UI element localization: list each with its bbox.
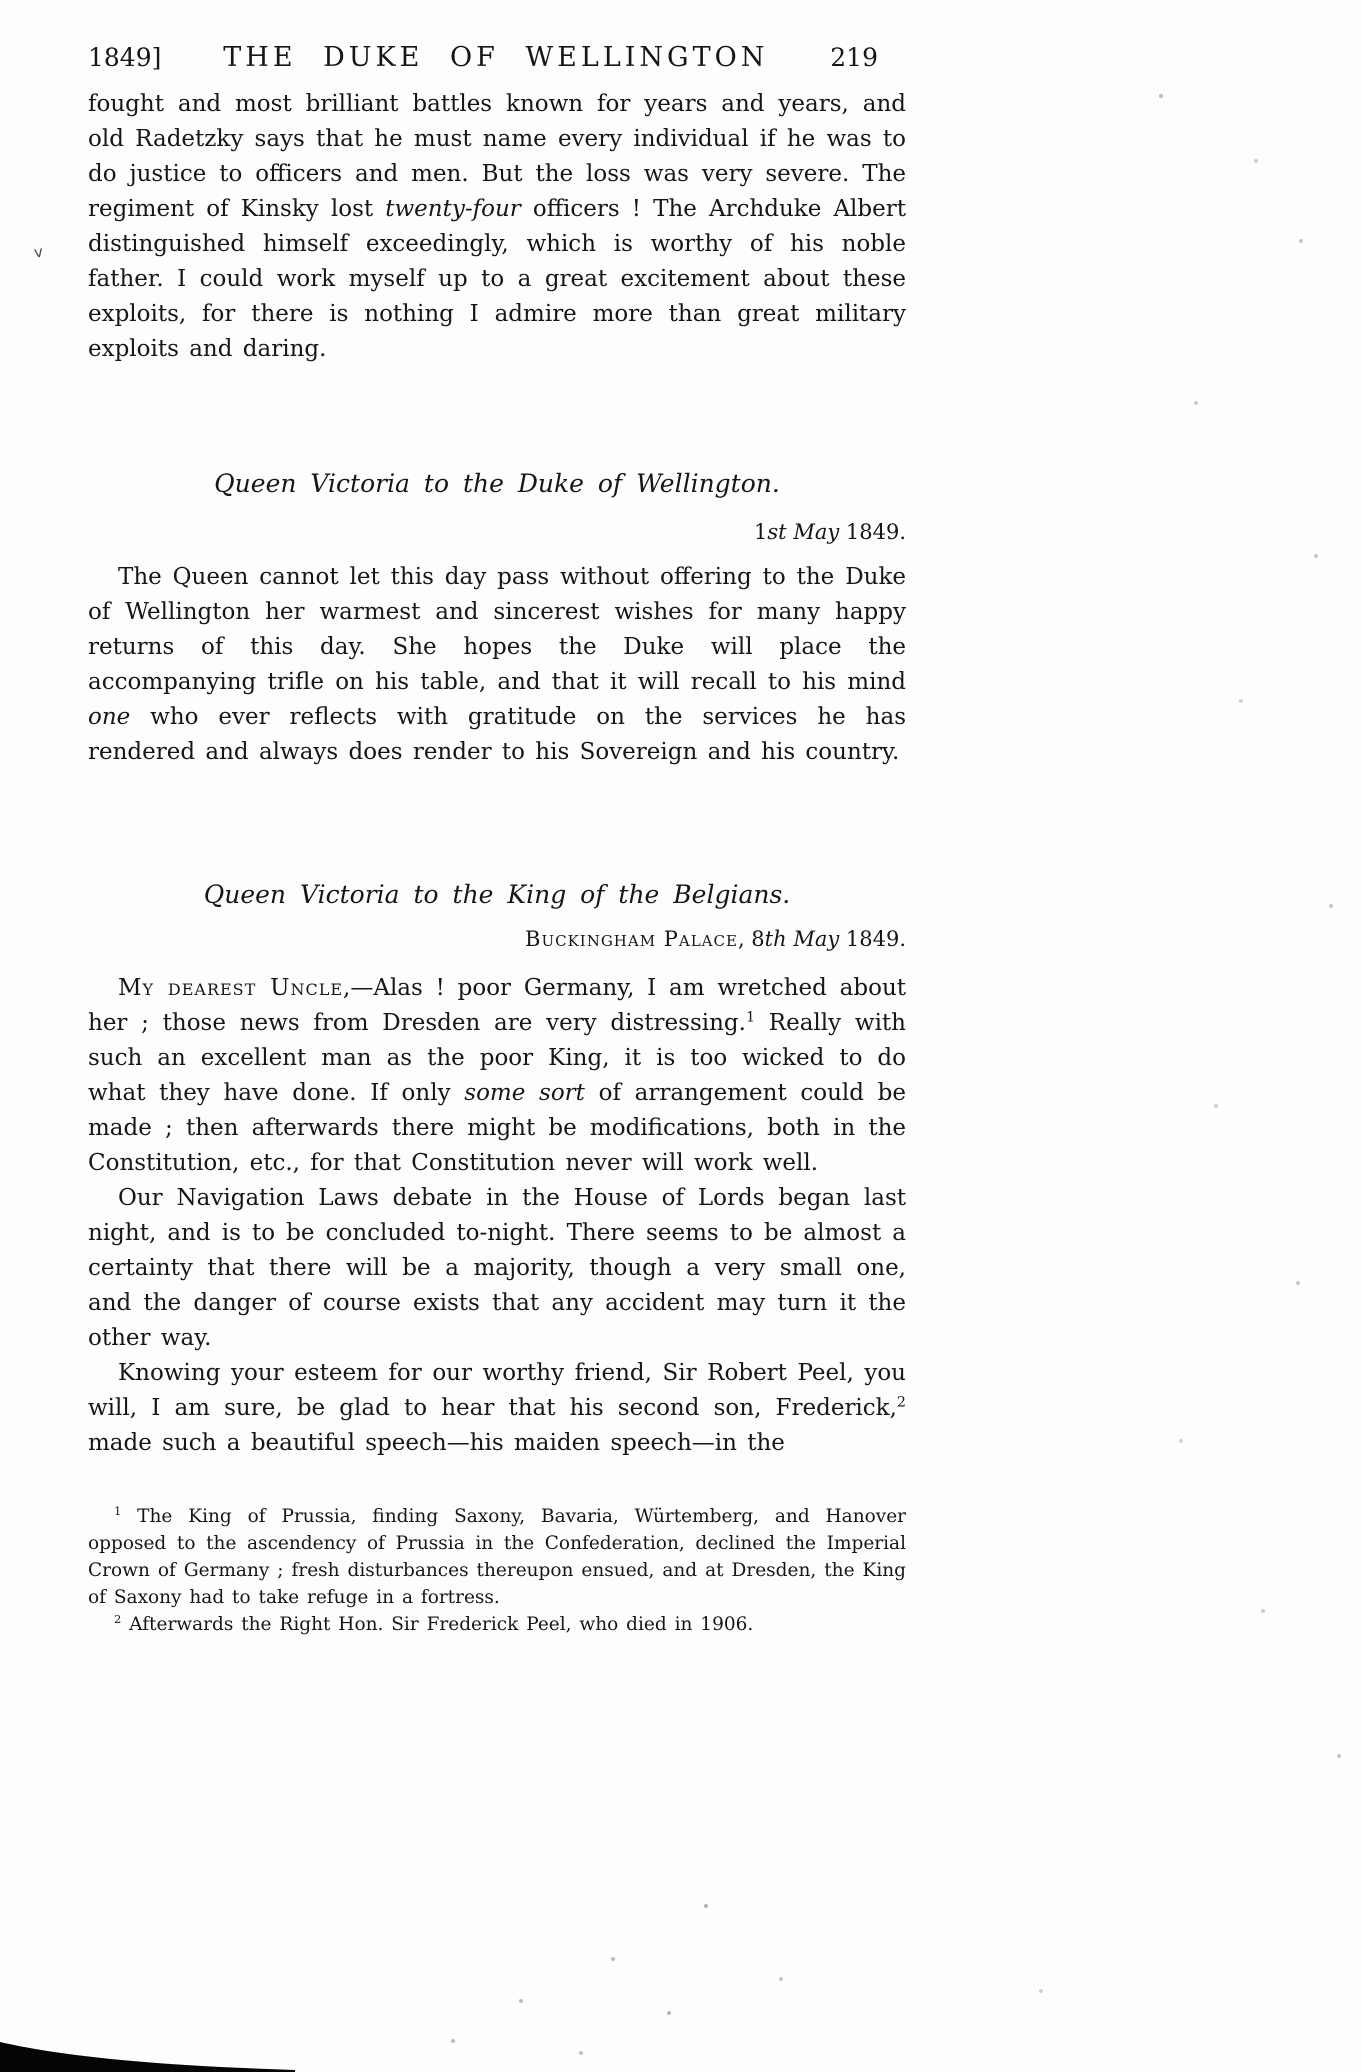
letter2-heading: Queen Victoria to the King of the Belgians. [203, 880, 791, 909]
letter1-dateline: 1st May 1849. [754, 520, 906, 544]
year-folio: 1849] [88, 43, 162, 72]
letter1-heading: Queen Victoria to the Duke of Wellington. [214, 469, 780, 498]
running-title: THE DUKE OF WELLINGTON [223, 42, 769, 73]
letter2-dateline: Buckingham Palace, 8th May 1849. [525, 927, 906, 951]
running-head [88, 42, 906, 73]
footnote-2: $^2$ Afterwards the Right Hon. Sir Frederick Peel, who died in 1906. [114, 1611, 754, 1635]
letter2-paragraph-1: My dearest Uncle,—Alas ! poor Germany, I am wretched about her ; those news from Dresden are very distressing.$^1$ Really with such an excellent man as the poor King, it is too wicked to do what they have done. If only some sort of arrangement could be made ; then afterwards there might be modifications, both in the Constitution, etc., for that Constitution never will work well. [88, 975, 907, 1176]
letter1-body: The Queen cannot let this day pass without offering to the Duke of Wellington her warmest and sincerest wishes for many happy returns of this day. She hopes the Duke will place the accompanying trifle on his table, and that it will recall to his mind one who ever reflects with gratitude on the services he has rendered and always does render to his Sovereign and his country. [88, 564, 906, 765]
scan-artifact-corner [0, 2038, 295, 2072]
letter2-paragraph-3: Knowing your esteem for our worthy friend, Sir Robert Peel, you will, I am sure, be glad to hear that his second son, Frederick,$^2$ made such a beautiful speech—his maiden speech—in the [88, 1360, 906, 1456]
scan-noise-specks [0, 0, 2, 2]
page-number: 219 [830, 43, 878, 72]
margin-pencil-mark: v [32, 242, 45, 262]
footnote-1: $^1$ The King of Prussia, finding Saxony, Bavaria, Würtemberg, and Hanover opposed to the ascendency of Prussia in the Confederation, declined the Imperial Crown of Germany ; fresh disturbances thereupon ensued, and at Dresden, the King of Saxony had to take refuge in a fortress. [88, 1503, 906, 1608]
intro-paragraph: fought and most brilliant battles known for years and years, and old Radetzky says that he must name every individual if he was to do justice to officers and men. But the loss was very severe. The regiment of Kinsky lost twenty-four officers ! The Archduke Albert distinguished himself exceedingly, which is worthy of his noble father. I could work myself up to a great excitement about these exploits, for there is nothing I admire more than great military exploits and daring. [88, 91, 906, 362]
letter2-paragraph-2: Our Navigation Laws debate in the House of Lords began last night, and is to be concluded to-night. There seems to be almost a certainty that there will be a majority, though a very small one, and the danger of course exists that any accident may turn it the other way. [88, 1185, 906, 1351]
text-column [88, 0, 906, 1638]
footnotes [88, 1503, 906, 1638]
